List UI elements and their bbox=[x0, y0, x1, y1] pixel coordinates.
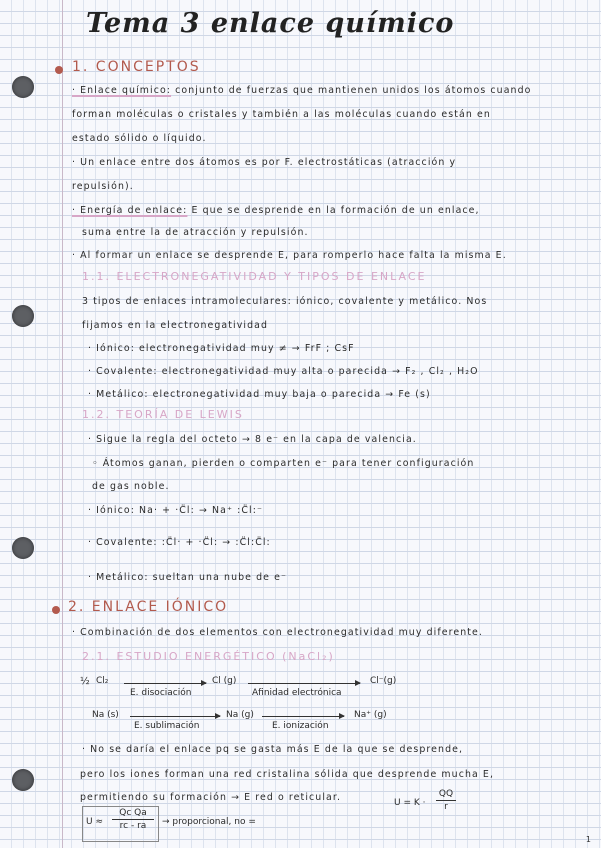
species-clg: Cl (g) bbox=[212, 676, 237, 686]
text-line: suma entre la de atracción y repulsión. bbox=[82, 227, 309, 238]
lewis-ionic-line: · Iónico: Na· + ·C̈l: → Na⁺ :C̈l:⁻ bbox=[88, 505, 263, 516]
proportional-note: → proporcional, no = bbox=[162, 817, 256, 827]
binder-hole bbox=[12, 537, 34, 559]
fraction-bar bbox=[436, 800, 456, 801]
subheading-lewis: 1.2. TEORÍA DE LEWIS bbox=[82, 408, 244, 421]
half-coefficient: ½ bbox=[80, 676, 90, 687]
section-heading-enlace-ionico: 2. ENLACE IÓNICO bbox=[68, 599, 229, 615]
text-line: repulsión). bbox=[72, 181, 134, 192]
fraction bbox=[112, 808, 154, 831]
approx-formula-prefix: U ≈ bbox=[86, 817, 103, 827]
fraction-denominator: r bbox=[444, 802, 448, 812]
arrow-icon bbox=[248, 683, 360, 684]
arrow-icon bbox=[262, 716, 344, 717]
species-nag: Na (g) bbox=[226, 710, 254, 720]
fraction-numerator: QQ bbox=[438, 789, 454, 799]
text-line: 3 tipos de enlaces intramoleculares: iónico, covalente y metálico. Nos bbox=[82, 296, 488, 307]
binder-hole bbox=[12, 76, 34, 98]
text-line: · Combinación de dos elementos con electronegatividad muy diferente. bbox=[72, 627, 483, 638]
text-line: ◦ Átomos ganan, pierden o comparten e⁻ para tener configuración bbox=[92, 458, 475, 469]
subheading-electronegatividad: 1.1. ELECTRONEGATIVIDAD Y TIPOS DE ENLACE bbox=[82, 270, 427, 283]
fraction bbox=[436, 789, 456, 812]
binder-hole bbox=[12, 769, 34, 791]
text-line: pero los iones forman una red cristalina sólida que desprende mucha E, bbox=[80, 769, 495, 780]
text-line: · Iónico: electronegatividad muy ≠ → FrF ; CsF bbox=[88, 343, 355, 354]
section-heading-conceptos: 1. CONCEPTOS bbox=[72, 59, 201, 75]
species-nas: Na (s) bbox=[92, 710, 119, 720]
species-clminus: Cl⁻(g) bbox=[370, 676, 397, 686]
text-line bbox=[72, 205, 480, 216]
label-sublimacion: E. sublimación bbox=[134, 721, 200, 731]
text-line: · Sigue la regla del octeto → 8 e⁻ en la capa de valencia. bbox=[88, 434, 417, 445]
text-line: · Un enlace entre dos átomos es por F. electrostáticas (atracción y bbox=[72, 157, 457, 168]
lewis-covalent-line: · Covalente: :C̈l· + ·C̈l: → :C̈l:C̈l: bbox=[88, 537, 271, 548]
label-afinidad: Afinidad electrónica bbox=[252, 688, 342, 698]
text-line: · Metálico: electronegatividad muy baja o parecida → Fe (s) bbox=[88, 389, 431, 400]
text-line: estado sólido o líquido. bbox=[72, 133, 207, 144]
text-line: · Covalente: electronegatividad muy alta o parecida → F₂ , Cl₂ , H₂O bbox=[88, 366, 479, 377]
page-number: 1 bbox=[585, 835, 591, 844]
arrow-icon bbox=[124, 683, 206, 684]
fraction-bar bbox=[112, 819, 154, 820]
text-line: · Al formar un enlace se desprende E, para romperlo hace falta la misma E. bbox=[72, 250, 507, 261]
page-title: Tema 3 enlace químico bbox=[86, 8, 455, 39]
text-line: · Metálico: sueltan una nube de e⁻ bbox=[88, 572, 288, 583]
subheading-estudio-energetico: 2.1. ESTUDIO ENERGÉTICO (NaCl₂) bbox=[82, 650, 335, 663]
text-span: conjunto de fuerzas que mantienen unidos los átomos cuando bbox=[171, 85, 532, 96]
text-line: forman moléculas o cristales y también a las moléculas cuando están en bbox=[72, 109, 491, 120]
section-bullet-icon bbox=[55, 66, 63, 74]
label-disociacion: E. disociación bbox=[130, 688, 192, 698]
text-line: · No se daría el enlace pq se gasta más E de la que se desprende, bbox=[82, 744, 464, 755]
species-naplus: Na⁺ (g) bbox=[354, 710, 387, 720]
arrow-icon bbox=[130, 716, 220, 717]
text-line: permitiendo su formación → E red o reticular. bbox=[80, 792, 342, 803]
term-enlace-quimico: · Enlace químico: bbox=[72, 85, 172, 96]
section-bullet-icon bbox=[52, 606, 60, 614]
text-span: E que se desprende en la formación de un enlace, bbox=[187, 205, 480, 216]
label-ionizacion: E. ionización bbox=[272, 721, 329, 731]
text-line: fijamos en la electronegatividad bbox=[82, 320, 269, 331]
fraction-denominator: rc - ra bbox=[119, 821, 147, 831]
lattice-energy-formula: U = K · bbox=[394, 798, 426, 808]
text-line: de gas noble. bbox=[92, 481, 170, 492]
binder-hole bbox=[12, 305, 34, 327]
fraction-numerator: Qc Qa bbox=[119, 808, 147, 818]
species-cl2: Cl₂ bbox=[96, 676, 109, 686]
term-energia-enlace: · Energía de enlace: bbox=[72, 205, 188, 216]
text-line bbox=[72, 85, 532, 96]
